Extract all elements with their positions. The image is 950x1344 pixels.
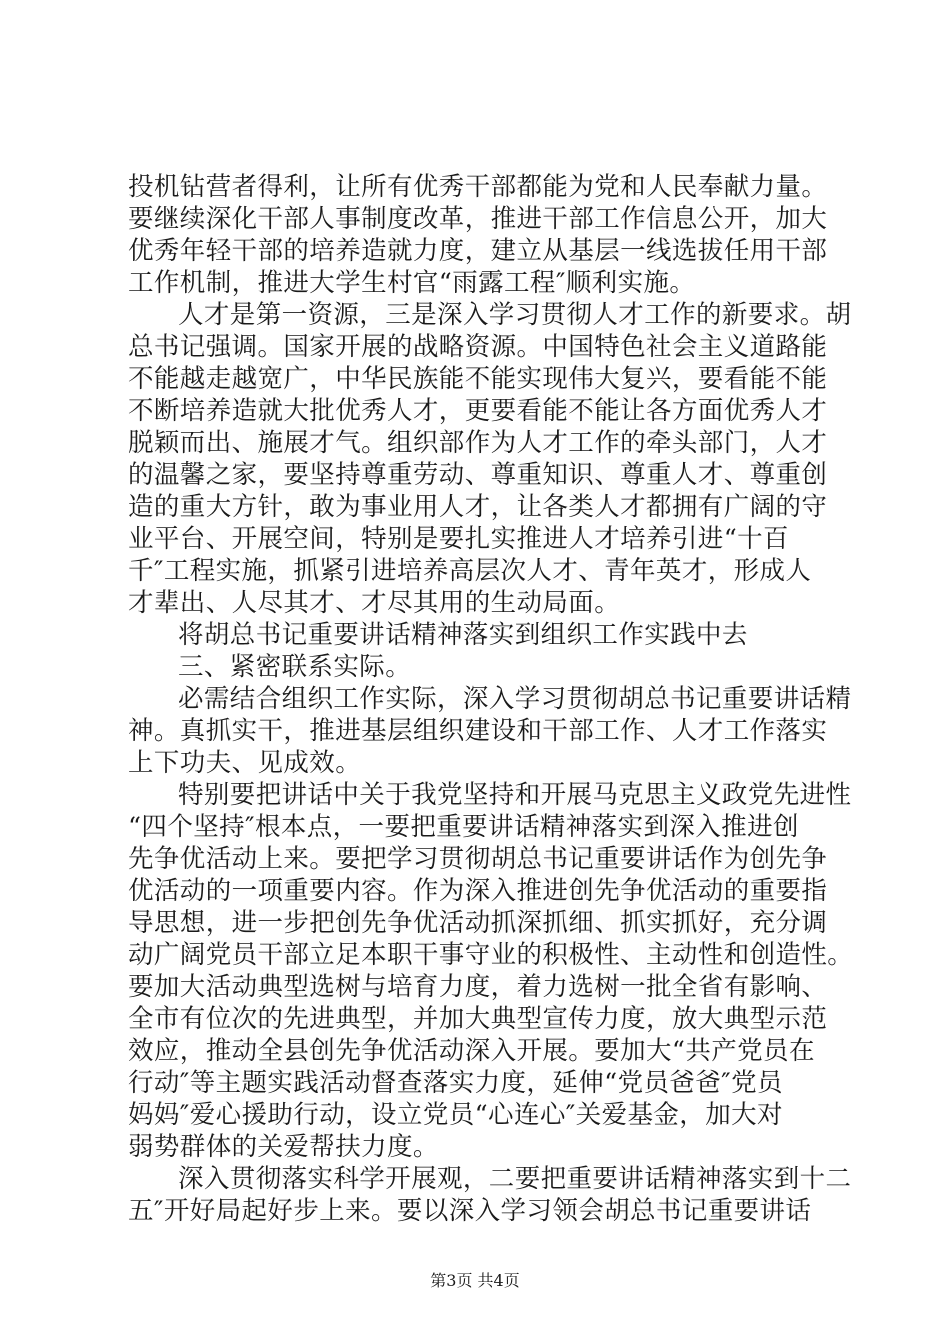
paragraph-start-line: 特别要把讲话中关于我党坚持和开展马克思主义政党先进性 xyxy=(178,780,852,810)
text-line: 的温馨之家，要坚持尊重劳动、尊重知识、尊重人才、尊重创 xyxy=(128,460,828,490)
text-line: 不能越走越宽广，中华民族能不能实现伟大复兴，要看能不能 xyxy=(128,364,828,394)
text-line: 全市有位次的先进典型，并加大典型宣传力度，放大典型示范 xyxy=(128,1004,828,1034)
text-line: 行动″等主题实践活动督查落实力度，延伸“党员爸爸″党员 xyxy=(128,1068,783,1098)
text-line: 脱颖而出、施展才气。组织部作为人才工作的牵头部门，人才 xyxy=(128,428,828,458)
paragraph-start-line: 必需结合组织工作实际，深入学习贯彻胡总书记重要讲话精 xyxy=(178,684,852,714)
text-line: 要继续深化干部人事制度改革，推进干部工作信息公开，加大 xyxy=(128,204,828,234)
text-line: 弱势群体的关爱帮扶力度。 xyxy=(128,1132,439,1162)
text-line: 导思想，进一步把创先争优活动抓深抓细、抓实抓好，充分调 xyxy=(128,908,828,938)
section-heading: 三、紧密联系实际。 xyxy=(178,652,412,682)
text-line: 业平台、开展空间，特别是要扎实推进人才培养引进“十百 xyxy=(128,524,789,554)
text-line: 投机钻营者得利，让所有优秀干部都能为党和人民奉献力量。 xyxy=(128,172,828,202)
text-line: 妈妈″爱心援助行动，设立党员“心连心″关爱基金，加大对 xyxy=(128,1100,783,1130)
text-line: 造的重大方针，敢为事业用人才，让各类人才都拥有广阔的守 xyxy=(128,492,828,522)
text-line: 先争优活动上来。要把学习贯彻胡总书记重要讲话作为创先争 xyxy=(128,844,828,874)
text-line: 千″工程实施，抓紧引进培养高层次人才、青年英才，形成人 xyxy=(128,556,812,586)
text-line: 上下功夫、见成效。 xyxy=(128,748,362,778)
text-line: 才辈出、人尽其才、才尽其用的生动局面。 xyxy=(128,588,621,618)
page-footer: 第3页 共4页 xyxy=(430,1271,520,1290)
section-heading: 将胡总书记重要讲话精神落实到组织工作实践中去 xyxy=(178,620,748,650)
text-line: 神。真抓实干，推进基层组织建设和干部工作、人才工作落实 xyxy=(128,716,828,746)
text-line: 五″开好局起好步上来。要以深入学习领会胡总书记重要讲话 xyxy=(128,1196,812,1226)
text-line: 要加大活动典型选树与培育力度，着力选树一批全省有影响、 xyxy=(128,972,828,1002)
text-line: 优秀年轻干部的培养造就力度，建立从基层一线选拔任用干部 xyxy=(128,236,828,266)
text-line: 不断培养造就大批优秀人才，更要看能不能让各方面优秀人才 xyxy=(128,396,828,426)
text-line: 总书记强调。国家开展的战略资源。中国特色社会主义道路能 xyxy=(128,332,828,362)
text-line: “四个坚持″根本点，一要把重要讲话精神落实到深入推进创 xyxy=(128,812,799,842)
text-line: 工作机制，推进大学生村官“雨露工程″顺利实施。 xyxy=(128,268,696,298)
text-line: 优活动的一项重要内容。作为深入推进创先争优活动的重要指 xyxy=(128,876,828,906)
paragraph-start-line: 深入贯彻落实科学开展观，二要把重要讲话精神落实到十二 xyxy=(178,1164,852,1194)
text-line: 效应，推动全县创先争优活动深入开展。要加大“共产党员在 xyxy=(128,1036,815,1066)
paragraph-start-line: 人才是第一资源，三是深入学习贯彻人才工作的新要求。胡 xyxy=(178,300,852,330)
text-line: 动广阔党员干部立足本职干事守业的积极性、主动性和创造性。 xyxy=(128,940,854,970)
